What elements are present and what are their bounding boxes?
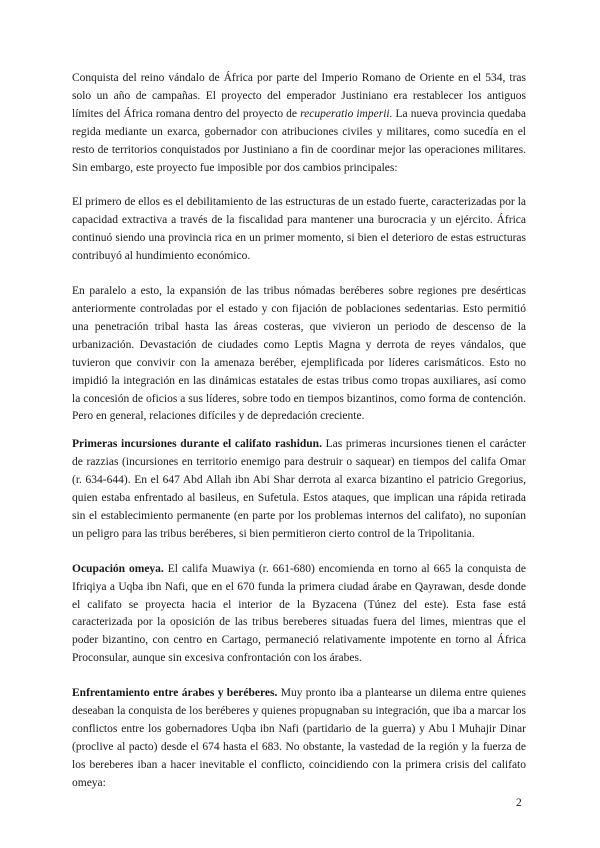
- italic-term: recuperatio imperii.: [300, 107, 393, 120]
- page-number: 2: [516, 797, 522, 809]
- paragraph-state-weakening: El primero de ellos es el debilitamiento de las estructuras de un estado fuerte, caracterizadas por la capacidad extractiva a través de la fiscalidad para mantener una burocracia y un ejército. África continuó siendo una provincia rica en un primer momento, si bien el deterioro de estas estructuras contribuyó al hundimiento económico.: [72, 196, 526, 263]
- paragraph-byzantine-conquest: [72, 70, 526, 177]
- paragraph-arab-berber-conflict: [72, 685, 526, 792]
- paragraph-umayyad-occupation: [72, 561, 526, 668]
- paragraph-text: Muy pronto iba a plantearse un dilema entre quienes deseaban la conquista de los beréberes y quienes propugnaban su integración, que iba a marcar los conflictos entre los gobernadores Uqba ibn Nafi (partidario de la guerra) y Abu l Muhajir Dinar (proclive al pacto) desde el 674 hasta el 683. No obstante, la vastedad de la región y la fuerza de los bereberes iban a hacer inevitable el conflicto, coincidiendo con la primera crisis del califato omeya:: [72, 687, 526, 789]
- paragraph-rashidun-incursions: [72, 436, 526, 543]
- paragraph-text: La nueva provincia quedaba regida mediante un exarca, gobernador con atribuciones civiles y militares, como sucedía en el resto de territorios conquistados por Justiniano a fin de coordinar mejor las operaciones militares. Sin embargo, este proyecto fue imposible por dos cambios principales:: [72, 107, 526, 174]
- paragraph-text: Las primeras incursiones tienen el carácter de razzias (incursiones en territorio enemigo para destruir o saquear) en tiempos del califa Omar (r. 634-644). En el 647 Abd Allah ibn Abi Shar derrota al exarca bizantino el patricio Gregorius, quien estaba enfrentado al basileus, en Sufetula. Estos ataques, que implican una rápida retirada sin el establecimiento permanente (en parte por los problemas internos del califato), no suponían un peligro para las tribus beréberes, si bien permitieron cierto control de la Tripolitania.: [72, 438, 526, 540]
- document-body: [72, 70, 526, 810]
- section-heading: Ocupación omeya.: [72, 562, 164, 575]
- paragraph-berber-expansion: En paralelo a esto, la expansión de las tribus nómadas beréberes sobre regiones pre desérticas anteriormente controladas por el estado y con fijación de poblaciones sedentarias. Esto permitió una penetración tribal hasta las áreas costeras, que vivieron un periodo de descenso de la urbanización. Devastación de ciudades como Leptis Magna y derrota de reyes vándalos, que tuvieron que convivir con la amenaza beréber, ejemplificada por líderes carismáticos. Esto no impidió la integración en las dinámicas estatales de estas tribus como tropas auxiliares, así como la concesión de oficios a sus líderes, sobre todo en tiempos bizantinos, como forma de contención. Pero en general, relaciones difíciles y de depredación creciente.: [72, 285, 526, 423]
- section-heading: Primeras incursiones durante el califato rashidun.: [72, 438, 322, 451]
- section-heading: Enfrentamiento entre árabes y beréberes.: [72, 687, 278, 700]
- paragraph-text: El califa Muawiya (r. 661-680) encomienda en torno al 665 la conquista de Ifriqiya a Uqba ibn Nafi, que en el 670 funda la primera ciudad árabe en Qayrawan, desde donde el califato se proyecta hacia el interior de la Byzacena (Túnez del este). Esta fase está caracterizada por la oposición de las tribus bereberes situadas fuera del limes, mientras que el poder bizantino, con centro en Cartago, permaneció relativamente impotente en torno al África Proconsular, aunque sin excesiva confrontación con los árabes.: [72, 562, 526, 665]
- paragraph-text: Conquista del reino vándalo de África por parte del Imperio Romano de Oriente en el 534, tras solo un año de campañas. El proyecto del emperador Justiniano era restablecer los antiguos límites del África romana dentro del proyecto de: [72, 72, 526, 120]
